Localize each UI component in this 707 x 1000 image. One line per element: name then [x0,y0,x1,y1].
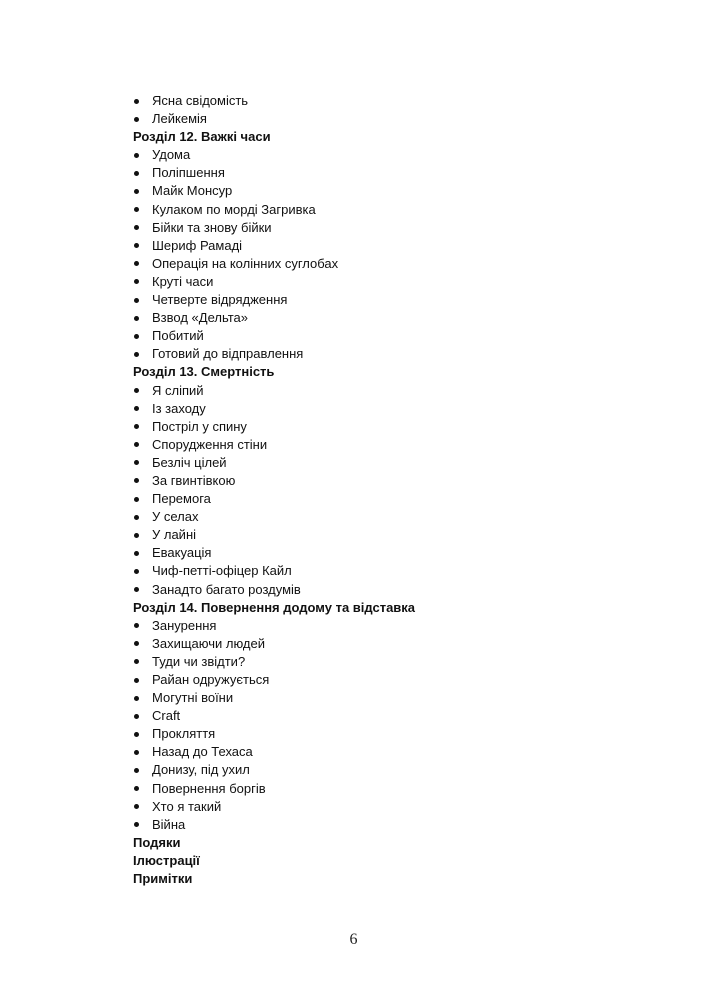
bullet-icon [134,334,139,339]
list-item [133,327,633,345]
bullet-icon [134,153,139,158]
item-text: Craft [152,708,181,724]
closing-heading-acknowledgements: Подяки [133,834,181,850]
bullet-icon [134,298,139,303]
item-text: Побитий [152,328,204,344]
bullet-icon [134,171,139,176]
item-text: Евакуація [152,545,212,561]
item-text: Назад до Техаса [152,744,253,760]
bullet-icon [134,99,139,104]
item-text: Взвод «Дельта» [152,310,248,326]
list-item [133,345,633,363]
bullet-icon [134,623,139,628]
bullet-icon [134,189,139,194]
bullet-icon [134,678,139,683]
bullet-icon [134,117,139,122]
list-item [133,562,633,580]
item-text: Захищаючи людей [152,635,266,651]
list-item [133,761,633,779]
closing-heading-notes: Примітки [133,871,193,887]
page-number: 6 [349,931,358,948]
bullet-icon [134,261,139,266]
list-item [133,707,633,725]
bullet-icon [134,786,139,791]
list-item [133,237,633,255]
item-text: Поліпшення [152,165,225,181]
item-text: Безліч цілей [152,454,227,470]
item-text: Лейкемія [152,111,207,127]
bullet-icon [134,478,139,483]
bullet-icon [134,497,139,502]
item-text: Занадто багато роздумів [152,581,301,597]
bullet-icon [134,804,139,809]
bullet-icon [134,587,139,592]
list-item [133,508,633,526]
list-item [133,689,633,707]
item-text: У селах [152,509,199,525]
item-text: Могутні воїни [152,690,234,706]
intro-list [133,92,633,128]
bullet-icon [134,714,139,719]
item-text: Я сліпий [152,382,204,398]
item-text: Четверте відрядження [152,292,288,308]
bullet-icon [134,243,139,248]
bullet-icon [134,388,139,393]
list-item [133,472,633,490]
bullet-icon [134,460,139,465]
list-item [133,110,633,128]
item-text: Спорудження стіни [152,436,268,452]
item-text: Донизу, під ухил [152,762,250,778]
bullet-icon [134,442,139,447]
section-heading-13: Розділ 13. Смертність [133,364,275,380]
bullet-icon [134,316,139,321]
item-text: Шериф Рамаді [152,237,243,253]
list-item [133,617,633,635]
item-text: Ясна свідомість [152,93,249,108]
list-item [133,743,633,761]
item-text: Кулаком по морді Загривка [152,201,316,217]
bullet-icon [134,551,139,556]
list-item [133,92,633,110]
table-of-contents [133,92,633,888]
list-item [133,146,633,164]
list-item [133,219,633,237]
item-text: Занурення [152,617,217,633]
bullet-icon [134,515,139,520]
bullet-icon [134,696,139,701]
bullet-icon [134,659,139,664]
bullet-icon [134,352,139,357]
item-text: Майк Монсур [152,183,233,199]
bullet-icon [134,533,139,538]
list-item [133,526,633,544]
item-text: Перемога [152,491,211,507]
bullet-icon [134,641,139,646]
bullet-icon [134,732,139,737]
item-text: Постріл у спину [152,418,247,434]
list-item [133,544,633,562]
item-text: У лайні [152,527,197,543]
list-item [133,653,633,671]
item-text: Операція на колінних суглобах [152,255,339,271]
list-item [133,255,633,273]
item-text: Удома [152,147,191,163]
closing-heading-illustrations: Ілюстрації [133,852,200,868]
list-item [133,400,633,418]
bullet-icon [134,225,139,230]
section-14-list [133,617,633,834]
bullet-icon [134,424,139,429]
bullet-icon [134,569,139,574]
item-text: Райан одружується [152,672,270,687]
section-heading-14: Розділ 14. Повернення додому та відставка [133,599,416,615]
list-item [133,418,633,436]
list-item [133,164,633,182]
bullet-icon [134,279,139,284]
list-item [133,201,633,219]
list-item [133,309,633,327]
list-item [133,581,633,599]
item-text: Повернення боргів [152,780,266,796]
list-item [133,454,633,472]
item-text: Туди чи звідти? [152,653,246,669]
list-item [133,382,633,400]
section-heading-12: Розділ 12. Важкі часи [133,129,271,145]
item-text: Готовий до відправлення [152,346,304,362]
item-text: За гвинтівкою [152,472,236,488]
item-text: Із заходу [152,400,206,416]
list-item [133,725,633,743]
list-item [133,635,633,653]
bullet-icon [134,750,139,755]
item-text: Круті часи [152,273,214,289]
bullet-icon [134,207,139,212]
item-text: Прокляття [152,726,216,742]
list-item [133,816,633,834]
list-item [133,436,633,454]
list-item [133,291,633,309]
list-item [133,671,633,689]
list-item [133,798,633,816]
item-text: Війна [152,816,186,832]
bullet-icon [134,822,139,827]
list-item [133,273,633,291]
bullet-icon [134,768,139,773]
item-text: Хто я такий [152,798,222,814]
list-item [133,182,633,200]
bullet-icon [134,406,139,411]
list-item [133,490,633,508]
list-item [133,780,633,798]
section-13-list [133,382,633,599]
item-text: Бійки та знову бійки [152,219,272,235]
item-text: Чиф-петті-офіцер Кайл [152,563,292,579]
section-12-list [133,146,633,363]
